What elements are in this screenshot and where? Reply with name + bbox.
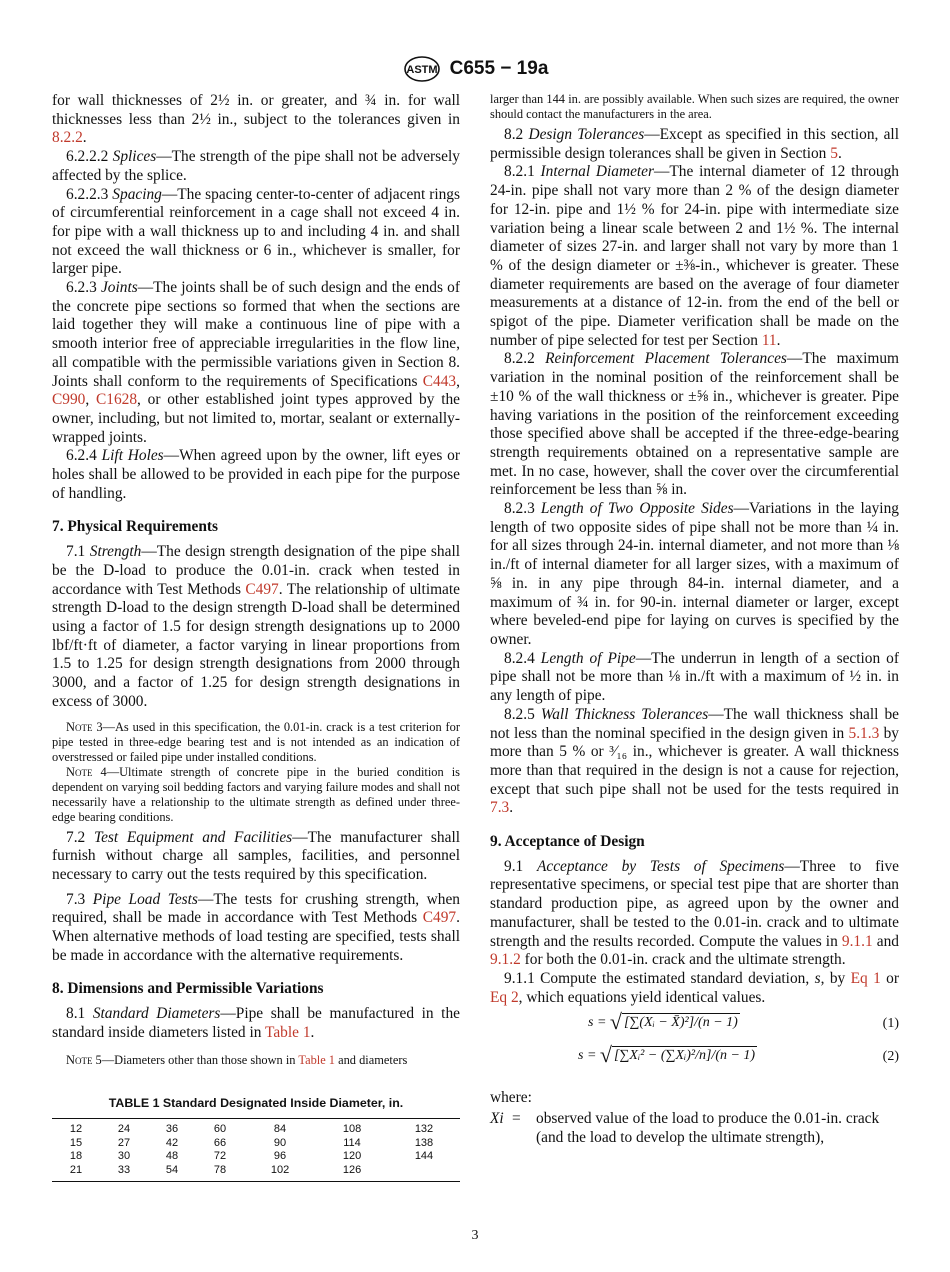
link-c497[interactable]: C497: [245, 580, 279, 598]
note-5: Note 5—Diameters other than those shown in Table 1 and diameters: [66, 1052, 408, 1067]
section-6-2-4: 6.2.4 Lift Holes—When agreed upon by the owner, lift eyes or holes shall be allowed to be provided in each pipe for the purpose of handling.: [52, 447, 460, 502]
table-cell: 84: [244, 1119, 316, 1137]
table-cell: 66: [213, 1136, 227, 1149]
table-cell: 72: [213, 1150, 227, 1163]
where-label: where:: [490, 1089, 532, 1107]
link-section-11[interactable]: 11: [761, 331, 777, 349]
table-cell: 108: [316, 1119, 388, 1137]
section-8-2: 8.2 Design Tolerances—Except as specified in this section, all permissible design tolerances shall be given in Section 5.: [490, 126, 899, 162]
table-cell: 21: [52, 1164, 100, 1182]
section-8-1: 8.1 Standard Diameters—Pipe shall be manufactured in the standard inside diameters listed in Table 1.: [52, 1005, 460, 1041]
link-eq-2[interactable]: Eq 2: [490, 988, 519, 1006]
table-cell: 30: [117, 1150, 131, 1163]
note-3: Note 3—As used in this specification, the 0.01-in. crack is a test criterion for pipe tested in three-edge bearing test and is not intended as an indication of overstressed or failed pipe under installed conditions.: [52, 719, 460, 764]
table-cell: 78: [196, 1164, 244, 1182]
table-cell: 36: [148, 1119, 196, 1137]
section-8-2-1: 8.2.1 Internal Diameter—The internal diameter of 12 through 24-in. pipe shall not vary more than 2 % of the design diameter for 12-in. pipe and 1½ % for 24-in. pipe with intermediate size variation being a linear scale between 2 and 1½ %. The internal diameter of sizes 27-in. and larger shall not vary by more than 1 % of the design diameter or ±⅜-in., whichever is greater. These diameter requirements are based on the average of four diameter measurements at a distance of 12-in. from the end of the bell or spigot of the pipe. Diameter verification shall be made on the number of pipe selected for test per Section 11.: [490, 163, 899, 349]
table-cell: 138: [414, 1136, 434, 1149]
section-8-heading: 8. Dimensions and Permissible Variations: [52, 980, 324, 998]
table-row: [52, 1119, 460, 1137]
section-7-2: 7.2 Test Equipment and Facilities—The manufacturer shall furnish without charge all samples, facilities, and personnel necessary to carry out the tests required by this specification.: [52, 828, 460, 883]
link-8-2-2[interactable]: 8.2.2: [52, 129, 83, 147]
paragraph-continuation: for wall thicknesses of 2½ in. or greater, and ¾ in. for wall thicknesses less than 2½ in., subject to the tolerances given in 8.2.2.: [52, 92, 460, 147]
table-cell: 60: [196, 1119, 244, 1137]
standard-designation: C655 − 19a: [449, 58, 549, 79]
link-table-1[interactable]: Table 1: [265, 1023, 311, 1041]
table-cell: 90: [273, 1136, 287, 1149]
equation-1: s = √ [∑(Xᵢ − X̄)²]/(n − 1) (1): [588, 1009, 899, 1035]
astm-logo-icon: [402, 54, 442, 84]
link-9-1-1[interactable]: 9.1.1: [841, 932, 873, 950]
table-cell: 27: [117, 1136, 131, 1149]
table-cell: 54: [148, 1164, 196, 1182]
link-9-1-2[interactable]: 9.1.2: [490, 951, 521, 969]
table-row: [52, 1137, 460, 1151]
section-9-1: 9.1 Acceptance by Tests of Specimens—Three to five representative specimens, or special test pipe that are shorter than standard production pipe, as agreed upon by the owner and manufacturer, shall be tested to the 0.01-in. crack and to ultimate strength and the results recorded. Compute the values in 9.1.1 and 9.1.2 for both the 0.01-in. crack and the ultimate strength.: [490, 857, 899, 969]
link-c1628[interactable]: C1628: [95, 391, 138, 409]
right-column: [490, 92, 899, 1147]
section-7-heading: 7. Physical Requirements: [52, 518, 219, 536]
table-cell: 24: [100, 1119, 148, 1137]
section-7-3: 7.3 Pipe Load Tests—The tests for crushing strength, when required, shall be made in accordance with Test Methods C497. When alternative methods of load testing are specified, tests shall be made in accordance with the alternative requirements.: [52, 890, 460, 964]
link-section-5[interactable]: 5: [830, 144, 838, 162]
page-header: [0, 54, 950, 84]
table-cell: 120: [342, 1150, 362, 1163]
table-cell: 33: [100, 1164, 148, 1182]
section-6-2-3: 6.2.3 Joints—The joints shall be of such design and the ends of the concrete pipe sections so formed that when the sections are laid together they will make a continuous line of pipe with a smooth interior free of appreciable irregularities in the flow line, all compatible with the permissible variations given in Section 8. Joints shall conform to the requirements of Specifications C443, C990, C1628, or other established joint types approved by the owner, including, but not limited to, mortar, sealant or externally-wrapped joints.: [52, 279, 460, 446]
table-cell: 96: [273, 1150, 287, 1163]
table-1: [52, 1118, 460, 1182]
link-c990[interactable]: C990: [52, 391, 86, 409]
table-cell: 18: [69, 1150, 83, 1163]
section-8-2-3: 8.2.3 Length of Two Opposite Sides—Variations in the laying length of two opposite sides of pipe shall not be more than ¼ in. for all sizes through 24-in. internal diameter, and not more than ⅛ in./ft of internal diameter for all larger sizes, with a maximum of ⅝ in. in any pipe through 84-in. internal diameter, and a maximum of ¾ in. for 90-in. internal diameter or larger, except where beveled-end pipe for laying on curves is specified by the owner.: [490, 500, 899, 648]
section-8-2-2: 8.2.2 Reinforcement Placement Tolerances—The maximum variation in the nominal position of the reinforcement shall be ±10 % of the wall thickness or ±⅝ in., whichever is greater. Pipe having variations in the position of the reinforcement exceeding those specified above shall be accepted if the three-edge-bearing strength requirements obtained on a representative sample are met. In no case, however, shall the cover over the circumferential reinforcement be less than ⅝ in.: [490, 350, 899, 499]
section-6-2-2-2: 6.2.2.2 Splices—The strength of the pipe shall not be adversely affected by the splice.: [52, 148, 460, 184]
table-cell: 126: [316, 1164, 388, 1182]
table-cell: 132: [388, 1119, 460, 1137]
link-eq-1[interactable]: Eq 1: [850, 969, 881, 987]
section-8-2-4: 8.2.4 Length of Pipe—The underrun in length of a section of pipe shall not be more than ⅛ in./ft with a maximum of ½ in. in any length of pipe.: [490, 649, 899, 705]
link-c443[interactable]: C443: [422, 372, 457, 390]
sqrt-icon: √: [609, 1009, 622, 1035]
section-6-2-2-3: 6.2.2.3 Spacing—The spacing center-to-center of adjacent rings of circumferential reinforcement in a cage shall not exceed 4 in. for pipe with a wall thickness up to and including 4 in. and shall not exceed the wall thickness or 6 in., whichever is smaller, for larger pipe.: [52, 185, 460, 278]
table-row: [52, 1164, 460, 1182]
table-cell: 42: [165, 1136, 179, 1149]
link-table-1-note[interactable]: Table 1: [298, 1052, 336, 1067]
note-4: Note 4—Ultimate strength of concrete pipe in the buried condition is dependent on varying soil bedding factors and varying failure modes and shall not necessarily have a relationship to the ultimate strength as defined under three-edge bearing conditions.: [52, 764, 460, 824]
link-c497-2[interactable]: C497: [422, 909, 457, 927]
note-5-continuation: larger than 144 in. are possibly available. When such sizes are required, the owner should contact the manufacturers in the area.: [490, 92, 899, 121]
section-9-heading: 9. Acceptance of Design: [490, 833, 645, 851]
sqrt-icon: √: [599, 1042, 612, 1068]
table-row: [52, 1150, 460, 1164]
equation-2: s = √ [∑Xᵢ² − (∑Xᵢ)²/n]/(n − 1) (2): [578, 1042, 899, 1068]
table-cell: 48: [165, 1150, 179, 1163]
definition-xi: Xi = observed value of the load to produce the 0.01-in. crack (and the load to develop the ultimate strength),: [490, 1110, 880, 1146]
table-cell: [388, 1164, 460, 1182]
svg-text:ASTM: ASTM: [406, 64, 438, 76]
section-8-2-5: 8.2.5 Wall Thickness Tolerances—The wall thickness shall be not less than the nominal specified in the design given in 5.1.3 by more than 5 % or ³⁄₁₆ in., whichever is greater. A wall thickness more than that required in the design is not a cause for rejection, except that such pipe shall not be used for the tests required in 7.3.: [490, 705, 899, 817]
link-5-1-3[interactable]: 5.1.3: [848, 724, 880, 742]
table-cell: 15: [69, 1136, 83, 1149]
table-cell: 114: [343, 1136, 361, 1149]
section-7-1: 7.1 Strength—The design strength designation of the pipe shall be the D-load to produce the 0.01-in. crack when tested in accordance with Test Methods C497. The relationship of ultimate strength D-load to the design strength D-load shall be determined using a factor of 1.5 for design strength designations up to 2000 lbf/ft·ft of diameter, a factor varying in linear proportions from 1.5 to 1.25 for design strength designations from 2000 through 3000, and a factor of 1.25 for design strength designations in excess of 3000.: [52, 543, 460, 710]
table-cell: 102: [244, 1164, 316, 1182]
page-number: 3: [471, 1228, 479, 1243]
left-column: [52, 92, 460, 1182]
section-9-1-1: 9.1.1 Compute the estimated standard deviation, s, by Eq 1 or Eq 2, which equations yield identical values.: [490, 969, 899, 1006]
table-1-title: TABLE 1 Standard Designated Inside Diameter, in.: [108, 1095, 404, 1110]
table-cell: 144: [414, 1150, 434, 1163]
link-7-3[interactable]: 7.3: [490, 799, 510, 817]
table-cell: 12: [52, 1119, 100, 1137]
